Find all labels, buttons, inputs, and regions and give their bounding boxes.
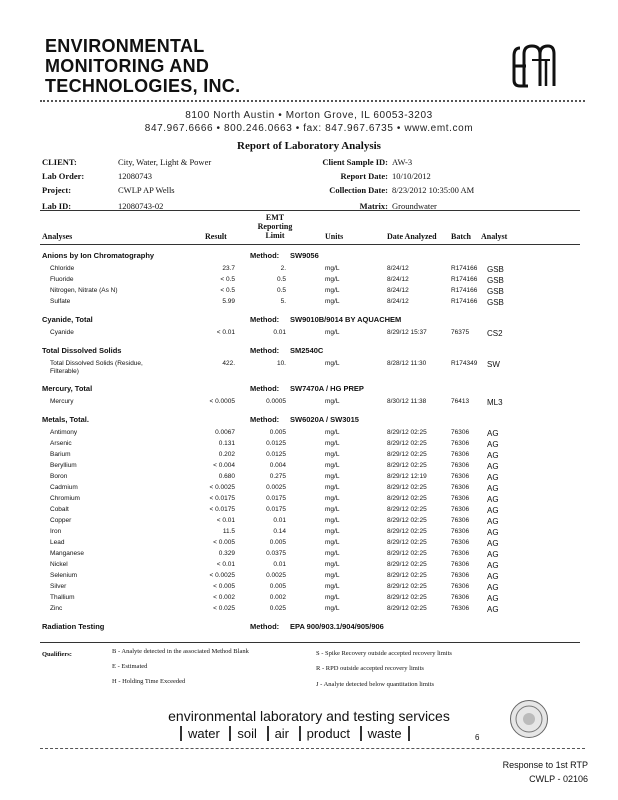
batch-value: 76375: [451, 329, 470, 336]
method-value: SW9056: [290, 251, 319, 260]
reporting-limit: 0.5: [276, 287, 286, 294]
batch-value: 76306: [451, 484, 470, 491]
method-value: SW6020A / SW3015: [290, 415, 359, 424]
company-name-line1: ENVIRONMENTAL: [45, 36, 205, 56]
batch-value: 76306: [451, 473, 470, 480]
section-header: [0, 315, 618, 327]
footer-rule: [40, 748, 585, 749]
table-row: [0, 440, 618, 451]
analyte-name: Fluoride: [50, 276, 74, 283]
analyte-name: Nitrogen, Nitrate (As N): [50, 287, 118, 294]
table-row: [0, 429, 618, 440]
analyst-value: AG: [487, 495, 499, 504]
batch-value: R174166: [451, 276, 478, 283]
section-title: Total Dissolved Solids: [42, 346, 122, 355]
reporting-limit: 0.004: [269, 462, 286, 469]
footer-services: environmental laboratory and testing services: [168, 708, 450, 724]
result-value: 5.99: [222, 298, 235, 305]
batch-value: 76306: [451, 594, 470, 601]
collection-date-value: 8/23/2012 10:35:00 AM: [392, 185, 475, 195]
reporting-limit: 0.005: [269, 583, 286, 590]
method-label: Method:: [250, 346, 280, 355]
accreditation-seal-icon: [510, 700, 548, 738]
client-value: City, Water, Light & Power: [118, 157, 212, 167]
table-row: [0, 506, 618, 517]
analyst-value: AG: [487, 572, 499, 581]
sample-id-value: AW-3: [392, 157, 413, 167]
company-name-line2: MONITORING AND: [45, 56, 210, 76]
batch-value: 76306: [451, 506, 470, 513]
reporting-limit: 0.01: [273, 561, 286, 568]
analyte-name: Selenium: [50, 572, 78, 579]
analyst-value: AG: [487, 517, 499, 526]
result-value: 0.131: [218, 440, 235, 447]
section-title: Cyanide, Total: [42, 315, 93, 324]
analyst-value: AG: [487, 462, 499, 471]
analyst-value: AG: [487, 440, 499, 449]
units-value: mg/L: [325, 506, 340, 513]
qualifiers-rule: [40, 642, 580, 643]
result-value: 0.0067: [215, 429, 235, 436]
batch-value: 76306: [451, 495, 470, 502]
analyst-value: SW: [487, 360, 500, 369]
method-label: Method:: [250, 384, 280, 393]
qualifier-r: R - RPD outside accepted recovery limits: [316, 665, 424, 672]
analyte-name: Copper: [50, 517, 72, 524]
section-title: Metals, Total.: [42, 415, 89, 424]
result-value: < 0.002: [213, 594, 235, 601]
date-analyzed: 8/29/12 02:25: [387, 583, 427, 590]
reporting-limit: 10.: [276, 360, 286, 367]
table-row: [0, 572, 618, 583]
document-id: CWLP - 02106: [529, 774, 588, 784]
analyte-name: Barium: [50, 451, 71, 458]
report-title: Report of Laboratory Analysis: [237, 140, 381, 152]
lab-order-value: 12080743: [118, 171, 152, 181]
analyst-value: AG: [487, 550, 499, 559]
emt-logo-icon: [510, 40, 558, 92]
col-limit-line1: EMT: [265, 213, 285, 222]
method-value: EPA 900/903.1/904/905/906: [290, 622, 384, 631]
date-analyzed: 8/28/12 11:30: [387, 360, 427, 367]
table-row: [0, 473, 618, 484]
table-row: [0, 462, 618, 473]
date-analyzed: 8/29/12 15:37: [387, 329, 427, 336]
table-row: [0, 287, 618, 298]
table-row: [0, 583, 618, 594]
lab-order-label: Lab Order:: [42, 171, 85, 181]
company-contact: 847.967.6666 • 800.246.0663 • fax: 847.967.6735 • www.emt.com: [144, 123, 474, 134]
reporting-limit: 2.: [280, 265, 286, 272]
header-rule: [40, 210, 580, 211]
table-row: [0, 398, 618, 409]
result-value: < 0.0025: [209, 484, 235, 491]
reporting-limit: 0.14: [273, 528, 286, 535]
analyte-name: Nickel: [50, 561, 68, 568]
method-label: Method:: [250, 315, 280, 324]
date-analyzed: 8/29/12 02:25: [387, 462, 427, 469]
col-result: Result: [205, 232, 227, 241]
result-value: < 0.0005: [209, 398, 235, 405]
units-value: mg/L: [325, 605, 340, 612]
batch-value: 76306: [451, 528, 470, 535]
footer-item-waste: waste: [360, 726, 410, 741]
result-value: < 0.5: [220, 276, 235, 283]
date-analyzed: 8/29/12 02:25: [387, 429, 427, 436]
units-value: mg/L: [325, 360, 340, 367]
reporting-limit: 0.0175: [266, 495, 286, 502]
method-value: SW9010B/9014 BY AQUACHEM: [290, 315, 402, 324]
col-analyses: Analyses: [42, 232, 73, 241]
reporting-limit: 0.0005: [266, 398, 286, 405]
analyst-value: AG: [487, 451, 499, 460]
units-value: mg/L: [325, 550, 340, 557]
analyst-value: AG: [487, 539, 499, 548]
section-title: Mercury, Total: [42, 384, 93, 393]
table-row: [0, 451, 618, 462]
footer-item-air: air: [267, 726, 295, 741]
reporting-limit: 0.0125: [266, 451, 286, 458]
units-value: mg/L: [325, 440, 340, 447]
qualifier-e: E - Estimated: [112, 663, 148, 670]
batch-value: 76306: [451, 517, 470, 524]
result-value: 0.329: [218, 550, 235, 557]
method-label: Method:: [250, 622, 280, 631]
reporting-limit: 0.002: [269, 594, 286, 601]
units-value: mg/L: [325, 398, 340, 405]
page-number: 6: [475, 733, 480, 742]
units-value: mg/L: [325, 451, 340, 458]
table-row: [0, 594, 618, 605]
analyst-value: GSB: [487, 287, 504, 296]
table-row: [0, 495, 618, 506]
lab-id-value: 12080743-02: [118, 201, 164, 211]
qualifier-h: H - Holding Time Exceeded: [112, 678, 186, 685]
letterhead-rule: [40, 100, 585, 102]
section-header: [0, 622, 618, 634]
reporting-limit: 0.005: [269, 429, 286, 436]
matrix-label: Matrix:: [359, 201, 388, 211]
project-label: Project:: [42, 185, 72, 195]
reporting-limit: 0.0125: [266, 440, 286, 447]
table-row: [0, 539, 618, 550]
section-header: [0, 384, 618, 396]
units-value: mg/L: [325, 329, 340, 336]
analyte-name: Cadmium: [50, 484, 78, 491]
table-row: [0, 329, 618, 340]
reporting-limit: 0.0025: [266, 484, 286, 491]
batch-value: 76306: [451, 451, 470, 458]
date-analyzed: 8/29/12 12:19: [387, 473, 427, 480]
section-header: [0, 251, 618, 263]
analyte-name: Zinc: [50, 605, 63, 612]
units-value: mg/L: [325, 495, 340, 502]
table-row: [0, 298, 618, 309]
footer-item-product: product: [299, 726, 356, 741]
analyte-name: Chloride: [50, 265, 75, 272]
columns-rule: [40, 244, 580, 245]
result-value: < 0.005: [213, 539, 235, 546]
matrix-value: Groundwater: [392, 201, 437, 211]
col-date: Date Analyzed: [387, 232, 437, 241]
result-value: < 0.004: [213, 462, 235, 469]
analyst-value: AG: [487, 506, 499, 515]
reporting-limit: 0.01: [273, 329, 286, 336]
units-value: mg/L: [325, 528, 340, 535]
date-analyzed: 8/24/12: [387, 265, 409, 272]
analyte-name: Chromium: [50, 495, 80, 502]
method-value: SM2540C: [290, 346, 324, 355]
footer-item-water: water: [180, 726, 226, 741]
batch-value: 76306: [451, 572, 470, 579]
result-value: 0.680: [218, 473, 235, 480]
result-value: < 0.01: [216, 329, 235, 336]
analyst-value: AG: [487, 429, 499, 438]
result-value: < 0.025: [213, 605, 235, 612]
units-value: mg/L: [325, 594, 340, 601]
batch-value: R174166: [451, 265, 478, 272]
footer-item-soil: soil: [229, 726, 263, 741]
reporting-limit: 0.0175: [266, 506, 286, 513]
batch-value: 76306: [451, 561, 470, 568]
analyst-value: GSB: [487, 276, 504, 285]
date-analyzed: 8/29/12 02:25: [387, 594, 427, 601]
analyst-value: AG: [487, 528, 499, 537]
analyte-name: Beryllium: [50, 462, 77, 469]
reporting-limit: 0.005: [269, 539, 286, 546]
date-analyzed: 8/24/12: [387, 298, 409, 305]
report-date-label: Report Date:: [340, 171, 388, 181]
section-title: Anions by Ion Chromatography: [42, 251, 155, 260]
batch-value: 76306: [451, 550, 470, 557]
units-value: mg/L: [325, 561, 340, 568]
date-analyzed: 8/30/12 11:38: [387, 398, 427, 405]
result-value: < 0.5: [220, 287, 235, 294]
batch-value: 76306: [451, 539, 470, 546]
analyst-value: GSB: [487, 265, 504, 274]
analyst-value: ML3: [487, 398, 503, 407]
section-header: [0, 346, 618, 358]
result-value: < 0.01: [216, 561, 235, 568]
method-label: Method:: [250, 251, 280, 260]
batch-value: 76306: [451, 440, 470, 447]
client-label: CLIENT:: [42, 157, 77, 167]
table-row: [0, 276, 618, 287]
reporting-limit: 0.01: [273, 517, 286, 524]
date-analyzed: 8/29/12 02:25: [387, 484, 427, 491]
units-value: mg/L: [325, 462, 340, 469]
batch-value: R174349: [451, 360, 478, 367]
section-header: [0, 415, 618, 427]
date-analyzed: 8/24/12: [387, 287, 409, 294]
batch-value: 76306: [451, 605, 470, 612]
units-value: mg/L: [325, 583, 340, 590]
reporting-limit: 0.0375: [266, 550, 286, 557]
result-value: 11.5: [222, 528, 235, 535]
table-row: [0, 605, 618, 616]
date-analyzed: 8/29/12 02:25: [387, 561, 427, 568]
table-row: [0, 517, 618, 528]
table-row: [0, 561, 618, 572]
date-analyzed: 8/29/12 02:25: [387, 528, 427, 535]
analyst-value: AG: [487, 594, 499, 603]
units-value: mg/L: [325, 572, 340, 579]
date-analyzed: 8/29/12 02:25: [387, 440, 427, 447]
date-analyzed: 8/29/12 02:25: [387, 539, 427, 546]
units-value: mg/L: [325, 473, 340, 480]
date-analyzed: 8/29/12 02:25: [387, 605, 427, 612]
units-value: mg/L: [325, 484, 340, 491]
batch-value: 76306: [451, 462, 470, 469]
sample-id-label: Client Sample ID:: [322, 157, 388, 167]
units-value: mg/L: [325, 298, 340, 305]
method-value: SW7470A / HG PREP: [290, 384, 364, 393]
date-analyzed: 8/24/12: [387, 276, 409, 283]
company-name-line3: TECHNOLOGIES, INC.: [45, 76, 241, 96]
analyte-name: Mercury: [50, 398, 74, 405]
units-value: mg/L: [325, 517, 340, 524]
units-value: mg/L: [325, 539, 340, 546]
method-label: Method:: [250, 415, 280, 424]
analyte-name: Arsenic: [50, 440, 72, 447]
col-batch: Batch: [451, 232, 471, 241]
result-value: 422.: [222, 360, 235, 367]
response-note: Response to 1st RTP: [502, 760, 588, 770]
analyte-name: Thallium: [50, 594, 75, 601]
units-value: mg/L: [325, 287, 340, 294]
col-limit-line3: Limit: [265, 231, 285, 240]
analyst-value: AG: [487, 583, 499, 592]
analyte-name: Boron: [50, 473, 68, 480]
date-analyzed: 8/29/12 02:25: [387, 495, 427, 502]
reporting-limit: 0.025: [269, 605, 286, 612]
col-limit-line2: Reporting: [257, 222, 293, 231]
collection-date-label: Collection Date:: [329, 185, 388, 195]
company-address: 8100 North Austin • Morton Grove, IL 60053-3203: [185, 110, 433, 121]
units-value: mg/L: [325, 429, 340, 436]
col-analyst: Analyst: [481, 232, 508, 241]
table-row: [0, 265, 618, 276]
analyte-name: Iron: [50, 528, 62, 535]
analyte-name: Manganese: [50, 550, 84, 557]
reporting-limit: 0.275: [269, 473, 286, 480]
batch-value: 76306: [451, 583, 470, 590]
table-row: [0, 550, 618, 561]
lab-id-label: Lab ID:: [42, 201, 72, 211]
result-value: 23.7: [222, 265, 235, 272]
analyst-value: AG: [487, 484, 499, 493]
reporting-limit: 0.0025: [266, 572, 286, 579]
batch-value: R174166: [451, 287, 478, 294]
qualifier-b: B - Analyte detected in the associated Method Blank: [112, 648, 249, 655]
result-value: < 0.01: [216, 517, 235, 524]
analyte-name: Cobalt: [50, 506, 69, 513]
result-value: < 0.005: [213, 583, 235, 590]
analyte-name: Antimony: [50, 429, 78, 436]
analyte-name: Total Dissolved Solids (Residue, Filterable): [50, 360, 143, 375]
date-analyzed: 8/29/12 02:25: [387, 451, 427, 458]
result-value: 0.202: [218, 451, 235, 458]
qualifiers-label: Qualifiers:: [42, 651, 72, 658]
batch-value: R174166: [451, 298, 478, 305]
date-analyzed: 8/29/12 02:25: [387, 550, 427, 557]
date-analyzed: 8/29/12 02:25: [387, 506, 427, 513]
col-limit: [250, 213, 300, 240]
result-value: < 0.0025: [209, 572, 235, 579]
analyte-name: Cyanide: [50, 329, 74, 336]
reporting-limit: 0.5: [276, 276, 286, 283]
analyte-name: Sulfate: [50, 298, 71, 305]
section-title: Radiation Testing: [42, 622, 105, 631]
analyst-value: CS2: [487, 329, 503, 338]
footer-service-list: [180, 726, 410, 741]
col-units: Units: [325, 232, 344, 241]
reporting-limit: 5.: [280, 298, 286, 305]
analyte-name: Silver: [50, 583, 67, 590]
units-value: mg/L: [325, 276, 340, 283]
analyst-value: AG: [487, 473, 499, 482]
qualifier-j: J - Analyte detected below quantitation limits: [316, 681, 435, 688]
batch-value: 76306: [451, 429, 470, 436]
date-analyzed: 8/29/12 02:25: [387, 517, 427, 524]
units-value: mg/L: [325, 265, 340, 272]
result-value: < 0.0175: [209, 506, 235, 513]
batch-value: 76413: [451, 398, 470, 405]
analyst-value: AG: [487, 561, 499, 570]
table-row: [0, 484, 618, 495]
analyst-value: AG: [487, 605, 499, 614]
analyst-value: GSB: [487, 298, 504, 307]
report-date-value: 10/10/2012: [392, 171, 431, 181]
analyte-name: Lead: [50, 539, 65, 546]
result-value: < 0.0175: [209, 495, 235, 502]
date-analyzed: 8/29/12 02:25: [387, 572, 427, 579]
qualifier-s: S - Spike Recovery outside accepted recovery limits: [316, 650, 452, 657]
table-row: [0, 528, 618, 539]
company-name: [45, 36, 240, 96]
table-row: [0, 360, 618, 378]
project-value: CWLP AP Wells: [118, 185, 175, 195]
